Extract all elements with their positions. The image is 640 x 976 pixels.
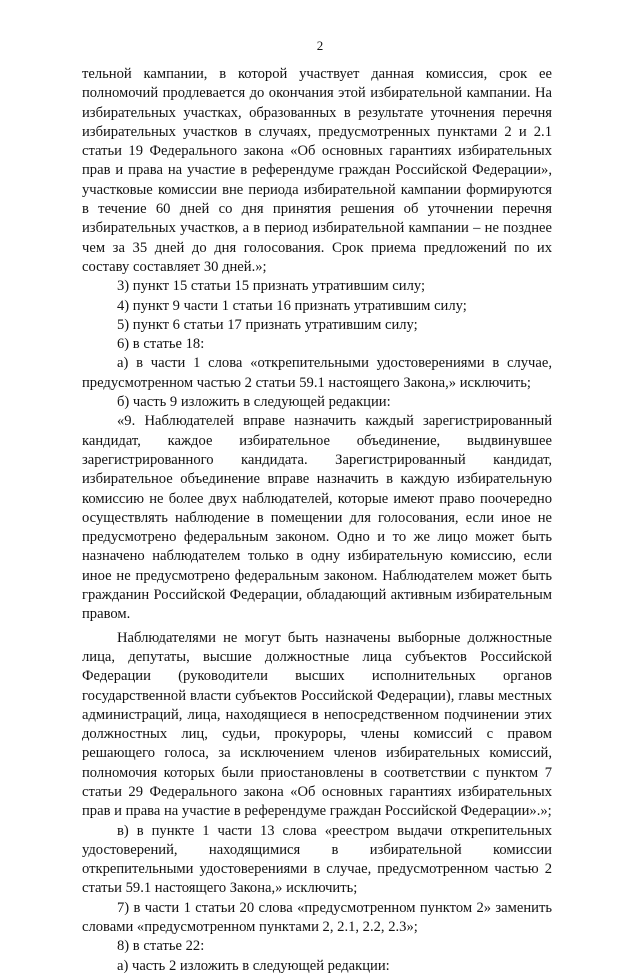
paragraph: 8) в статье 22: <box>117 938 205 955</box>
paragraph: 4) пункт 9 части 1 статьи 16 признать утратившим силу; <box>117 297 467 314</box>
paragraph: 3) пункт 15 статьи 15 признать утратившим силу; <box>117 278 426 295</box>
paragraph: тельной кампании, в которой участвует данная комиссия, срок ее полномочий продлевается до окончания этой избирательной кампании. На избирательных участках, образованных в результате уточнения перечня избирательных участков в случаях, предусмотренных пунктами 2 и 2.1 статьи 19 Федерального закона «Об основных гарантиях избирательных прав и права на участие в референдуме граждан Российской Федерации», участковые комиссии вне периода избирательной кампании формируются в течение 60 дней со дня принятия решения об уточнении перечня избирательных участков, а в период избирательной кампании – не позднее чем за 35 дней до дня голосования. Срок приема предложений по их составу составляет 30 дней.»; <box>82 66 552 275</box>
paragraph: 5) пункт 6 статьи 17 признать утратившим силу; <box>117 316 418 333</box>
document-body <box>82 65 552 976</box>
paragraph: а) в части 1 слова «открепительными удостоверениями в случае, предусмотренном частью 2 статьи 59.1 настоящего Закона,» исключить; <box>82 355 552 391</box>
paragraph: «9. Наблюдателей вправе назначить каждый зарегистрированный кандидат, каждое избирательное объединение, выдвинувшее зарегистрированного кандидата. Зарегистрированный кандидат, избирательное объединение вправе назначить в каждую избирательную комиссию не более двух наблюдателей, которые имеют право поочередно осуществлять наблюдение в помещении для голосования, если иное не предусмотрено федеральным законом. Одно и то же лицо может быть назначено наблюдателем только в одну избирательную комиссию, если иное не предусмотрено федеральным законом. Наблюдателем может быть гражданин Российской Федерации, обладающий активным избирательным правом. <box>82 413 552 623</box>
paragraph: а) часть 2 изложить в следующей редакции: <box>117 957 390 974</box>
paragraph: 7) в части 1 статьи 20 слова «предусмотренном пунктом 2» заменить словами «предусмотренном пунктами 2, 2.1, 2.2, 2.3»; <box>82 899 552 936</box>
paragraph: в) в пункте 1 части 13 слова «реестром выдачи открепительных удостоверений, находящимися в избирательной комиссии открепительными удостоверениями в случае, предусмотренном частью 2 статьи 59.1 настоящего Закона,» исключить; <box>82 822 552 897</box>
paragraph: 6) в статье 18: <box>117 336 205 353</box>
paragraph: б) часть 9 изложить в следующей редакции: <box>117 394 391 411</box>
page-number: 2 <box>316 38 324 53</box>
paragraph: Наблюдателями не могут быть назначены выборные должностные лица, депутаты, высшие должностные лица субъектов Российской Федерации (руководители высших исполнительных органов государственной власти субъектов Российской Федерации), главы местных администраций, лица, находящиеся в непосредственном подчинении этих должностных лиц, судьи, прокуроры, члены комиссий с правом решающего голоса, за исключением членов избирательных комиссий, полномочия которых были приостановлены в соответствии с пунктом 7 статьи 29 Федерального закона «Об основных гарантиях избирательных прав и права на участие в референдуме граждан Российской Федерации».»; <box>82 629 552 820</box>
